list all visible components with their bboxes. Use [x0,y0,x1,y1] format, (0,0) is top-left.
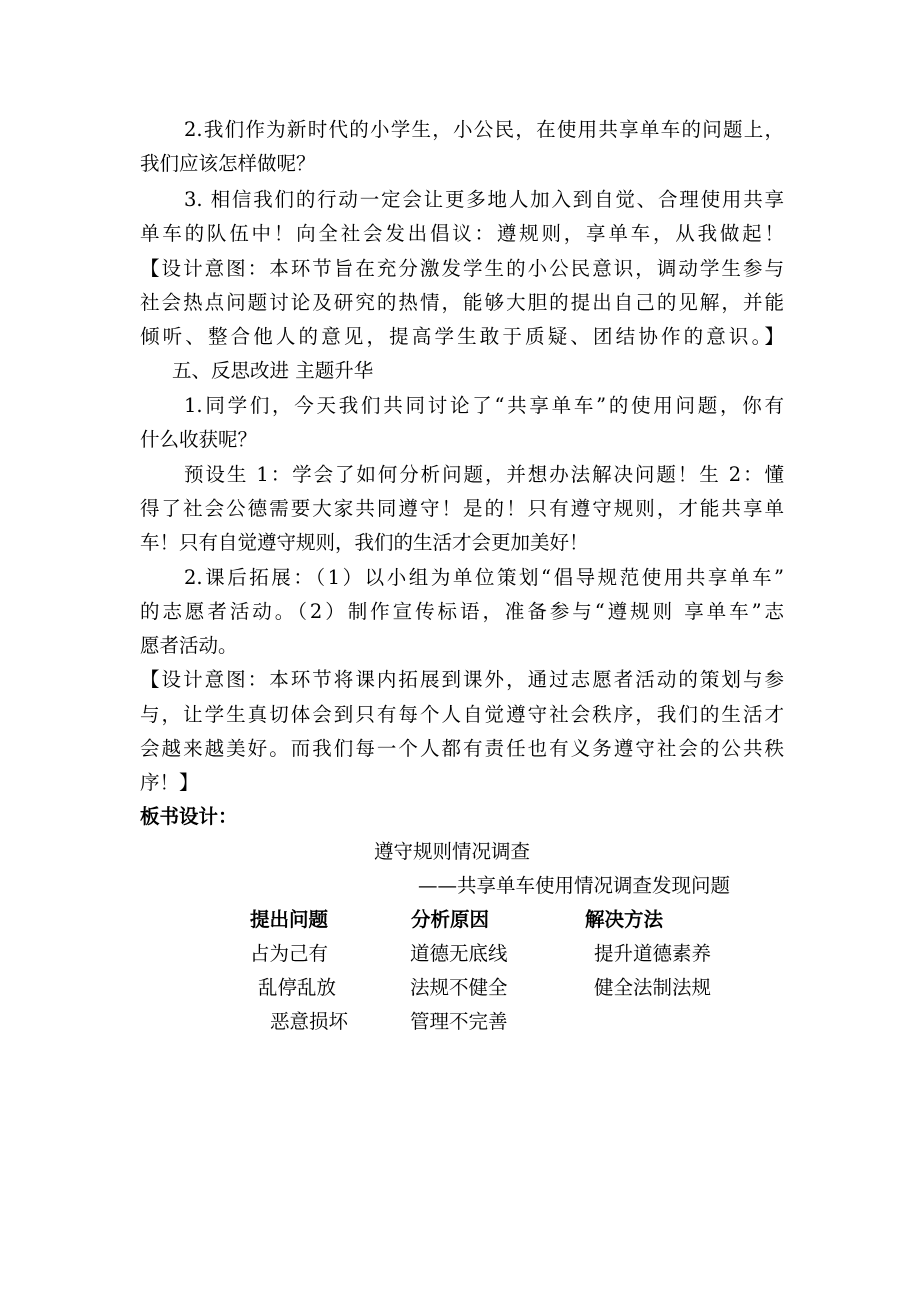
design-intent-line: 社会热点问题讨论及研究的热情，能够大胆的提出自己的见解，并能 [140,291,784,314]
board-cell: 提升道德素养 [594,942,712,965]
design-intent-line: 【设计意图：本环节旨在充分激发学生的小公民意识，调动学生参与 [140,257,784,280]
design-intent-line: 与，让学生真切体会到只有每个人自觉遵守社会秩序，我们的生活才 [140,703,784,726]
board-cell: 占为己有 [250,942,329,965]
board-column-header: 提出问题 [250,908,329,931]
paragraph-line: 车！只有自觉遵守规则，我们的生活才会更加美好！ [140,531,589,554]
paragraph-line: 得了社会公德需要大家共同遵守！是的！只有遵守规则，才能共享单 [140,497,784,520]
board-cell: 管理不完善 [410,1010,508,1033]
board-subtitle: ——共享单车使用情况调查发现问题 [418,874,731,897]
board-cell: 道德无底线 [410,942,508,965]
design-intent-line: 序！】 [140,771,199,794]
paragraph-line: 2.课后拓展：（1）以小组为单位策划“倡导规范使用共享单车” [184,566,784,589]
board-column-header: 分析原因 [411,908,490,931]
design-intent-line: 倾听、整合他人的意见，提高学生敢于质疑、团结协作的意识。】 [140,325,784,348]
paragraph-line: 3. 相信我们的行动一定会让更多地人加入到自觉、合理使用共享 [184,188,784,211]
board-title: 遵守规则情况调查 [374,840,531,863]
paragraph-line: 我们应该怎样做呢？ [140,152,316,175]
paragraph-line: 单车的队伍中！向全社会发出倡议：遵规则，享单车，从我做起！ [140,222,784,245]
board-cell: 恶意损坏 [270,1010,349,1033]
paragraph-line: 的志愿者活动。（2）制作宣传标语，准备参与“遵规则 享单车”志 [140,600,784,623]
board-heading: 板书设计： [140,805,238,828]
design-intent-line: 会越来越美好。而我们每一个人都有责任也有义务遵守社会的公共秩 [140,737,784,760]
board-cell: 健全法制法规 [594,976,712,999]
design-intent-line: 【设计意图：本环节将课内拓展到课外，通过志愿者活动的策划与参 [140,668,784,691]
board-cell: 乱停乱放 [258,976,337,999]
board-column-header: 解决方法 [585,908,664,931]
board-cell: 法规不健全 [410,976,508,999]
paragraph-line: 2.我们作为新时代的小学生，小公民，在使用共享单车的问题上， [184,118,784,141]
paragraph-line: 什么收获呢？ [140,428,258,451]
paragraph-line: 1.同学们，今天我们共同讨论了“共享单车”的使用问题，你有 [184,394,784,417]
section-heading: 五、反思改进 主题升华 [172,359,374,382]
paragraph-line: 预设生 1：学会了如何分析问题，并想办法解决问题！生 2：懂 [184,463,784,486]
paragraph-line: 愿者活动。 [140,634,238,657]
